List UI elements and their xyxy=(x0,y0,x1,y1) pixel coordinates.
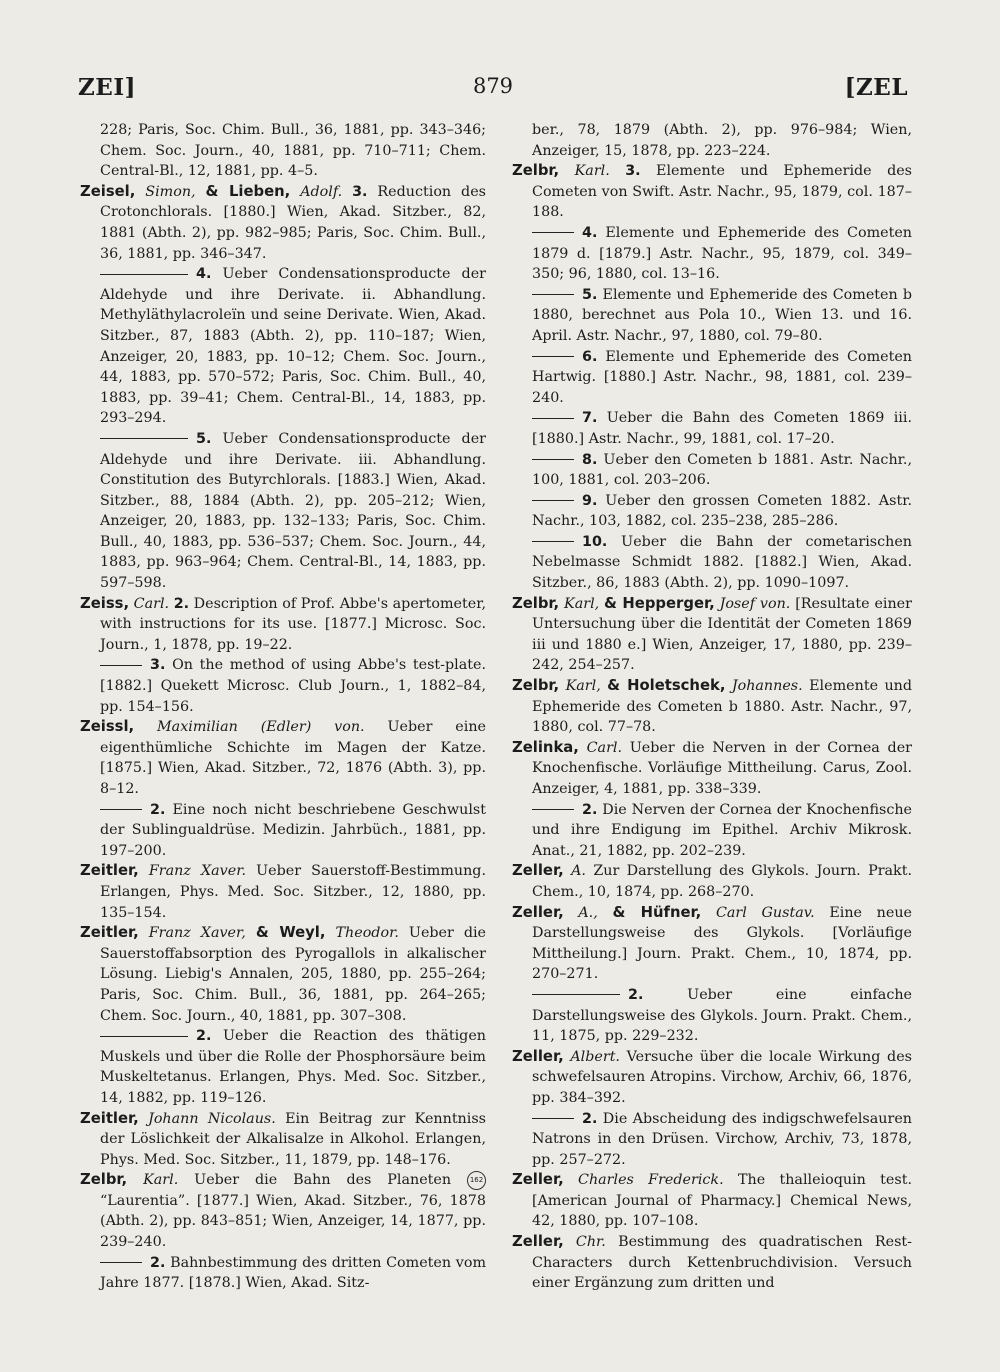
bibliography-entry xyxy=(80,861,486,923)
entry-text: Eine neue Darstellungsweise des Glykols. [Vorläufige Mittheilung.] Journ. Prakt. Chem., 10, 1874, pp. 270–271. xyxy=(532,904,913,983)
coauthor-given-name: Theodor. xyxy=(335,925,399,942)
ditto-rule xyxy=(100,274,188,275)
entry-number: 9. xyxy=(582,492,598,509)
right-column xyxy=(512,120,912,1294)
entry-text: Die Abscheidung des indigschwefelsauren Natrons in den Drüsen. Virchow, Archiv, 73, 1878, pp. 257–272. xyxy=(532,1110,913,1168)
ditto-rule xyxy=(532,418,574,419)
entry-continuation xyxy=(512,120,912,161)
ditto-rule xyxy=(532,356,574,357)
author-surname: Zeller, xyxy=(512,1171,564,1189)
running-header xyxy=(78,74,908,104)
author-surname: Zeisel, xyxy=(80,182,136,200)
bibliography-entry xyxy=(512,161,912,223)
bibliography-subentry xyxy=(80,1253,486,1294)
entry-number: 2. xyxy=(150,801,166,818)
bibliography-subentry xyxy=(512,450,912,491)
entry-text: Eine noch nicht beschriebene Geschwulst der Sublingualdrüse. Medizin. Jahrbüch., 1881, pp. 197–200. xyxy=(100,801,486,859)
author-given-name: Karl, xyxy=(564,595,600,612)
entry-number: 3. xyxy=(352,183,368,200)
entry-number: 10. xyxy=(582,533,608,550)
bibliography-entry xyxy=(512,903,912,985)
author-surname: Zeissl, xyxy=(80,718,135,736)
ditto-rule xyxy=(532,1118,574,1119)
author-given-name: A. xyxy=(571,863,586,880)
ditto-rule xyxy=(532,809,574,810)
entry-number: 2. xyxy=(628,986,644,1003)
entry-text: Die Nerven der Cornea der Knochenfische und ihre Endigung im Epithel. Archiv Mikrosk. Anat., 21, 1882, pp. 202–239. xyxy=(532,801,913,859)
coauthor-given-name: Adolf. xyxy=(300,183,343,200)
bibliography-entry xyxy=(80,923,486,1026)
coauthor-surname: & Lieben, xyxy=(205,182,291,200)
bibliography-subentry xyxy=(512,491,912,532)
ditto-rule xyxy=(532,994,620,995)
bibliography-entry xyxy=(80,1109,486,1171)
bibliography-subentry xyxy=(512,1109,912,1171)
author-surname: Zeller, xyxy=(512,1233,564,1251)
entry-number: 2. xyxy=(150,1254,166,1271)
author-given-name: Charles Frederick. xyxy=(578,1172,724,1189)
author-given-name: Franz Xaver. xyxy=(148,863,247,880)
bibliography-subentry xyxy=(80,429,486,594)
bibliography-subentry xyxy=(512,408,912,449)
entry-text: Bestimmung des quadratischen Rest-Characters durch Kettenbruchdivision. Versuch einer Ergänzung zum dritten und xyxy=(532,1234,912,1292)
coauthor-surname: & Holetschek, xyxy=(607,677,726,695)
author-given-name: Maximilian (Edler) von. xyxy=(157,719,365,736)
entry-text: Ueber die Reaction des thätigen Muskels und über die Rolle der Phosphorsäure beim Muskeltetanus. Erlangen, Phys. Med. Soc. Sitzber., 14, 1882, pp. 119–126. xyxy=(100,1028,486,1106)
entry-text: Elemente und Ephemeride des Cometen Hartwig. [1880.] Astr. Nachr., 98, 1881, col. 239–240. xyxy=(532,348,912,406)
entry-text: Ueber den Cometen b 1881. Astr. Nachr., 100, 1881, col. 203–206. xyxy=(532,451,913,489)
ditto-rule xyxy=(532,541,574,542)
author-surname: Zelbr, xyxy=(512,677,560,695)
coauthor-given-name: Johannes. xyxy=(731,678,803,695)
entry-text: Ueber Sauerstoff-Bestimmung. Erlangen, Phys. Med. Soc. Sitzber., 12, 1880, pp. 135–154. xyxy=(100,863,486,921)
author-given-name: Karl. xyxy=(574,163,610,180)
entry-text: Ueber die Sauerstoffabsorption des Pyrogallols in alkalischer Lösung. Liebig's Annalen, 205, 1880, pp. 255–264; Paris, Soc. Chim. Bull., 36, 1881, pp. 264–265; Chem. Soc. Journ., 40, 1881, pp. 307–308. xyxy=(100,925,487,1024)
entry-text: Ueber die Bahn der cometarischen Nebelmasse Schmidt 1882. [1882.] Wien, Akad. Sitzber., 86, 1883 (Abth. 2), pp. 1090–1097. xyxy=(532,533,912,592)
author-given-name: Carl. xyxy=(133,595,170,612)
author-surname: Zelinka, xyxy=(512,738,579,756)
bibliography-entry xyxy=(80,182,486,264)
library-stamp-icon: 162 xyxy=(467,1171,486,1190)
author-given-name: Karl. xyxy=(143,1172,179,1189)
ditto-rule xyxy=(100,438,188,439)
author-given-name: A., xyxy=(578,904,598,921)
entry-number: 4. xyxy=(582,224,598,241)
entry-text: ber., 78, 1879 (Abth. 2), pp. 976–984; Wien, Anzeiger, 15, 1878, pp. 223–224. xyxy=(532,122,912,159)
bibliography-subentry xyxy=(512,285,912,347)
entry-number: 2. xyxy=(582,801,598,818)
bibliography-subentry xyxy=(512,223,912,285)
bibliography-subentry xyxy=(80,1026,486,1108)
entry-text: Ueber den grossen Cometen 1882. Astr. Nachr., 103, 1882, col. 235–238, 285–286. xyxy=(532,492,912,530)
bibliography-entry xyxy=(512,676,912,738)
bibliography-subentry xyxy=(512,985,912,1047)
coauthor-surname: & Hüfner, xyxy=(612,903,702,921)
entry-text: Ueber Condensationsproducte der Aldehyde und ihre Derivate. iii. Abhandlung. Constitution des Butyrchlorals. [1883.] Wien, Akad. Sitzber., 88, 1884 (Abth. 2), pp. 205–212; Wien, Anzeiger, 20, 1883, pp. 132–133; Paris, Soc. Chim. Bull., 40, 1883, pp. 536–537; Chem. Soc. Journ., 44, 1883, pp. 963–964; Chem. Central-Bl., 14, 1883, pp. 597–598. xyxy=(100,430,486,592)
entry-text: Ueber die Nerven in der Cornea der Knochenfische. Vorläufige Mittheilung. Carus, Zool. Anzeiger, 4, 1881, pp. 338–339. xyxy=(532,739,912,797)
author-given-name: Carl. xyxy=(586,739,623,756)
author-given-name: Chr. xyxy=(575,1234,606,1251)
author-surname: Zeller, xyxy=(512,903,564,921)
ditto-rule xyxy=(100,665,142,666)
entry-text: Description of Prof. Abbe's apertometer, with instructions for its use. [1877.] Microsc. Soc. Journ., 1, 1878, pp. 19–22. xyxy=(100,595,486,653)
entry-number: 5. xyxy=(196,430,212,447)
entry-number: 7. xyxy=(582,410,598,427)
bibliography-subentry xyxy=(80,655,486,717)
coauthor-surname: & Hepperger, xyxy=(604,594,715,612)
author-given-name: Albert. xyxy=(570,1048,620,1065)
coauthor-given-name: Josef von. xyxy=(719,595,791,612)
bibliography-entry xyxy=(512,594,912,676)
bibliography-entry xyxy=(512,1232,912,1294)
author-given-name: Johann Nicolaus. xyxy=(148,1110,276,1127)
entry-text: Ueber Condensationsproducte der Aldehyde und ihre Derivate. ii. Abhandlung. Methyläthylacroleïn und seine Derivate. Wien, Akad. Sitzber., 87, 1883 (Abth. 2), pp. 110–187; Wien, Anzeiger, 20, 1883, pp. 10–12; Chem. Soc. Journ., 44, 1883, pp. 570–572; Paris, Soc. Chim. Bull., 40, 1883, pp. 39–41; Chem. Central-Bl., 14, 1883, pp. 293–294. xyxy=(100,266,486,427)
entry-text-continued: “Laurentia”. [1877.] Wien, Akad. Sitzber., 76, 1878 (Abth. 2), pp. 843–851; Wien, Anzeiger, 14, 1877, pp. 239–240. xyxy=(100,1192,486,1251)
author-given-name: Karl, xyxy=(565,678,601,695)
header-right-guide-word: [ZEL xyxy=(844,74,908,101)
ditto-rule xyxy=(100,1036,188,1037)
bibliography-entry xyxy=(80,1170,486,1252)
ditto-rule xyxy=(532,459,574,460)
entry-text: Ueber eine eigenthümliche Schichte im Magen der Katze. [1875.] Wien, Akad. Sitzber., 72, 1876 (Abth. 3), pp. 8–12. xyxy=(100,719,487,797)
coauthor-surname: & Weyl, xyxy=(255,924,326,942)
entry-number: 2. xyxy=(173,595,190,612)
coauthor-given-name: Carl Gustav. xyxy=(715,904,815,921)
entry-continuation xyxy=(80,120,486,182)
entry-text: Ein Beitrag zur Kenntniss der Löslichkeit der Alkalisalze in Alkohol. Erlangen, Phys. Med. Soc. Sitzber., 11, 1879, pp. 148–176. xyxy=(100,1110,487,1168)
entry-text: The thalleioquin test. [American Journal of Pharmacy.] Chemical News, 42, 1880, pp. 107–108. xyxy=(532,1172,913,1230)
entry-number: 6. xyxy=(582,348,598,365)
entry-text: Reduction des Crotonchlorals. [1880.] Wien, Akad. Sitzber., 82, 1881 (Abth. 2), pp. 982–985; Paris, Soc. Chim. Bull., 36, 1881, pp. 346–347. xyxy=(100,183,486,262)
ditto-rule xyxy=(100,809,142,810)
entry-text: 228; Paris, Soc. Chim. Bull., 36, 1881, pp. 343–346; Chem. Soc. Journ., 40, 1881, pp. 710–711; Chem. Central-Bl., 12, 1881, pp. 4–5. xyxy=(100,122,486,180)
bibliography-entry xyxy=(512,1170,912,1232)
author-surname: Zeitler, xyxy=(80,924,139,942)
entry-number: 5. xyxy=(582,286,598,303)
page-number: 879 xyxy=(472,74,514,98)
author-surname: Zelbr, xyxy=(80,1171,128,1189)
bibliography-subentry xyxy=(512,532,912,594)
header-left-guide-word: ZEI] xyxy=(78,74,136,101)
ditto-rule xyxy=(532,500,574,501)
author-surname: Zeitler, xyxy=(80,1109,139,1127)
ditto-rule xyxy=(532,294,574,295)
bibliography-subentry xyxy=(80,800,486,862)
entry-text: Ueber eine einfache Darstellungsweise des Glykols. Journ. Prakt. Chem., 11, 1875, pp. 229–232. xyxy=(532,986,913,1045)
entry-number: 2. xyxy=(196,1028,212,1045)
bibliography-entry xyxy=(512,1047,912,1109)
entry-text: [Resultate einer Untersuchung über die Identität der Cometen 1869 iii und 1880 e.] Wien, Anzeiger, 17, 1880, pp. 239–242, 254–257. xyxy=(532,595,912,674)
entry-text: Elemente und Ephemeride des Cometen b 1880. Astr. Nachr., 97, 1880, col. 77–78. xyxy=(532,678,913,736)
entry-number: 3. xyxy=(150,657,166,674)
bibliography-entry xyxy=(80,717,486,799)
entry-number: 3. xyxy=(625,163,641,180)
entry-number: 4. xyxy=(196,266,212,283)
entry-text: Ueber die Bahn des Cometen 1869 iii. [1880.] Astr. Nachr., 99, 1881, col. 17–20. xyxy=(532,410,913,447)
entry-text: Bahnbestimmung des dritten Cometen vom Jahre 1877. [1878.] Wien, Akad. Sitz- xyxy=(100,1254,486,1292)
bibliography-subentry xyxy=(80,264,486,429)
bibliography-subentry xyxy=(512,347,912,409)
entry-text: On the method of using Abbe's test-plate. [1882.] Quekett Microsc. Club Journ., 1, 1882–84, pp. 154–156. xyxy=(100,657,486,715)
author-surname: Zelbr, xyxy=(512,162,560,180)
bibliography-subentry xyxy=(512,800,912,862)
ditto-rule xyxy=(532,232,574,233)
author-given-name: Simon, xyxy=(145,183,196,200)
entry-text: Ueber die Bahn des Planeten xyxy=(194,1172,452,1189)
ditto-rule xyxy=(100,1262,142,1263)
author-surname: Zeiss, xyxy=(80,594,130,612)
author-surname: Zeller, xyxy=(512,862,564,880)
entry-number: 8. xyxy=(582,451,598,468)
entry-text: Elemente und Ephemeride des Cometen von Swift. Astr. Nachr., 95, 1879, col. 187–188. xyxy=(532,163,913,221)
entry-text: Zur Darstellung des Glykols. Journ. Prakt. Chem., 10, 1874, pp. 268–270. xyxy=(532,863,913,900)
author-given-name: Franz Xaver, xyxy=(148,925,246,942)
bibliography-entry xyxy=(512,738,912,800)
entry-text: Elemente und Ephemeride des Cometen 1879 d. [1879.] Astr. Nachr., 95, 1879, col. 349–350; 96, 1880, col. 13–16. xyxy=(532,224,912,283)
entry-text: Elemente und Ephemeride des Cometen b 1880, berechnet aus Pola 10., Wien 13. und 16. April. Astr. Nachr., 97, 1880, col. 79–80. xyxy=(532,286,913,344)
left-column xyxy=(80,120,486,1294)
bibliography-entry xyxy=(80,594,486,656)
author-surname: Zeitler, xyxy=(80,862,139,880)
entry-number: 2. xyxy=(582,1110,598,1127)
author-surname: Zeller, xyxy=(512,1047,564,1065)
author-surname: Zelbr, xyxy=(512,594,560,612)
bibliography-entry xyxy=(512,861,912,902)
entry-text: Versuche über die locale Wirkung des schwefelsauren Atropins. Virchow, Archiv, 66, 1876, pp. 384–392. xyxy=(532,1048,913,1106)
